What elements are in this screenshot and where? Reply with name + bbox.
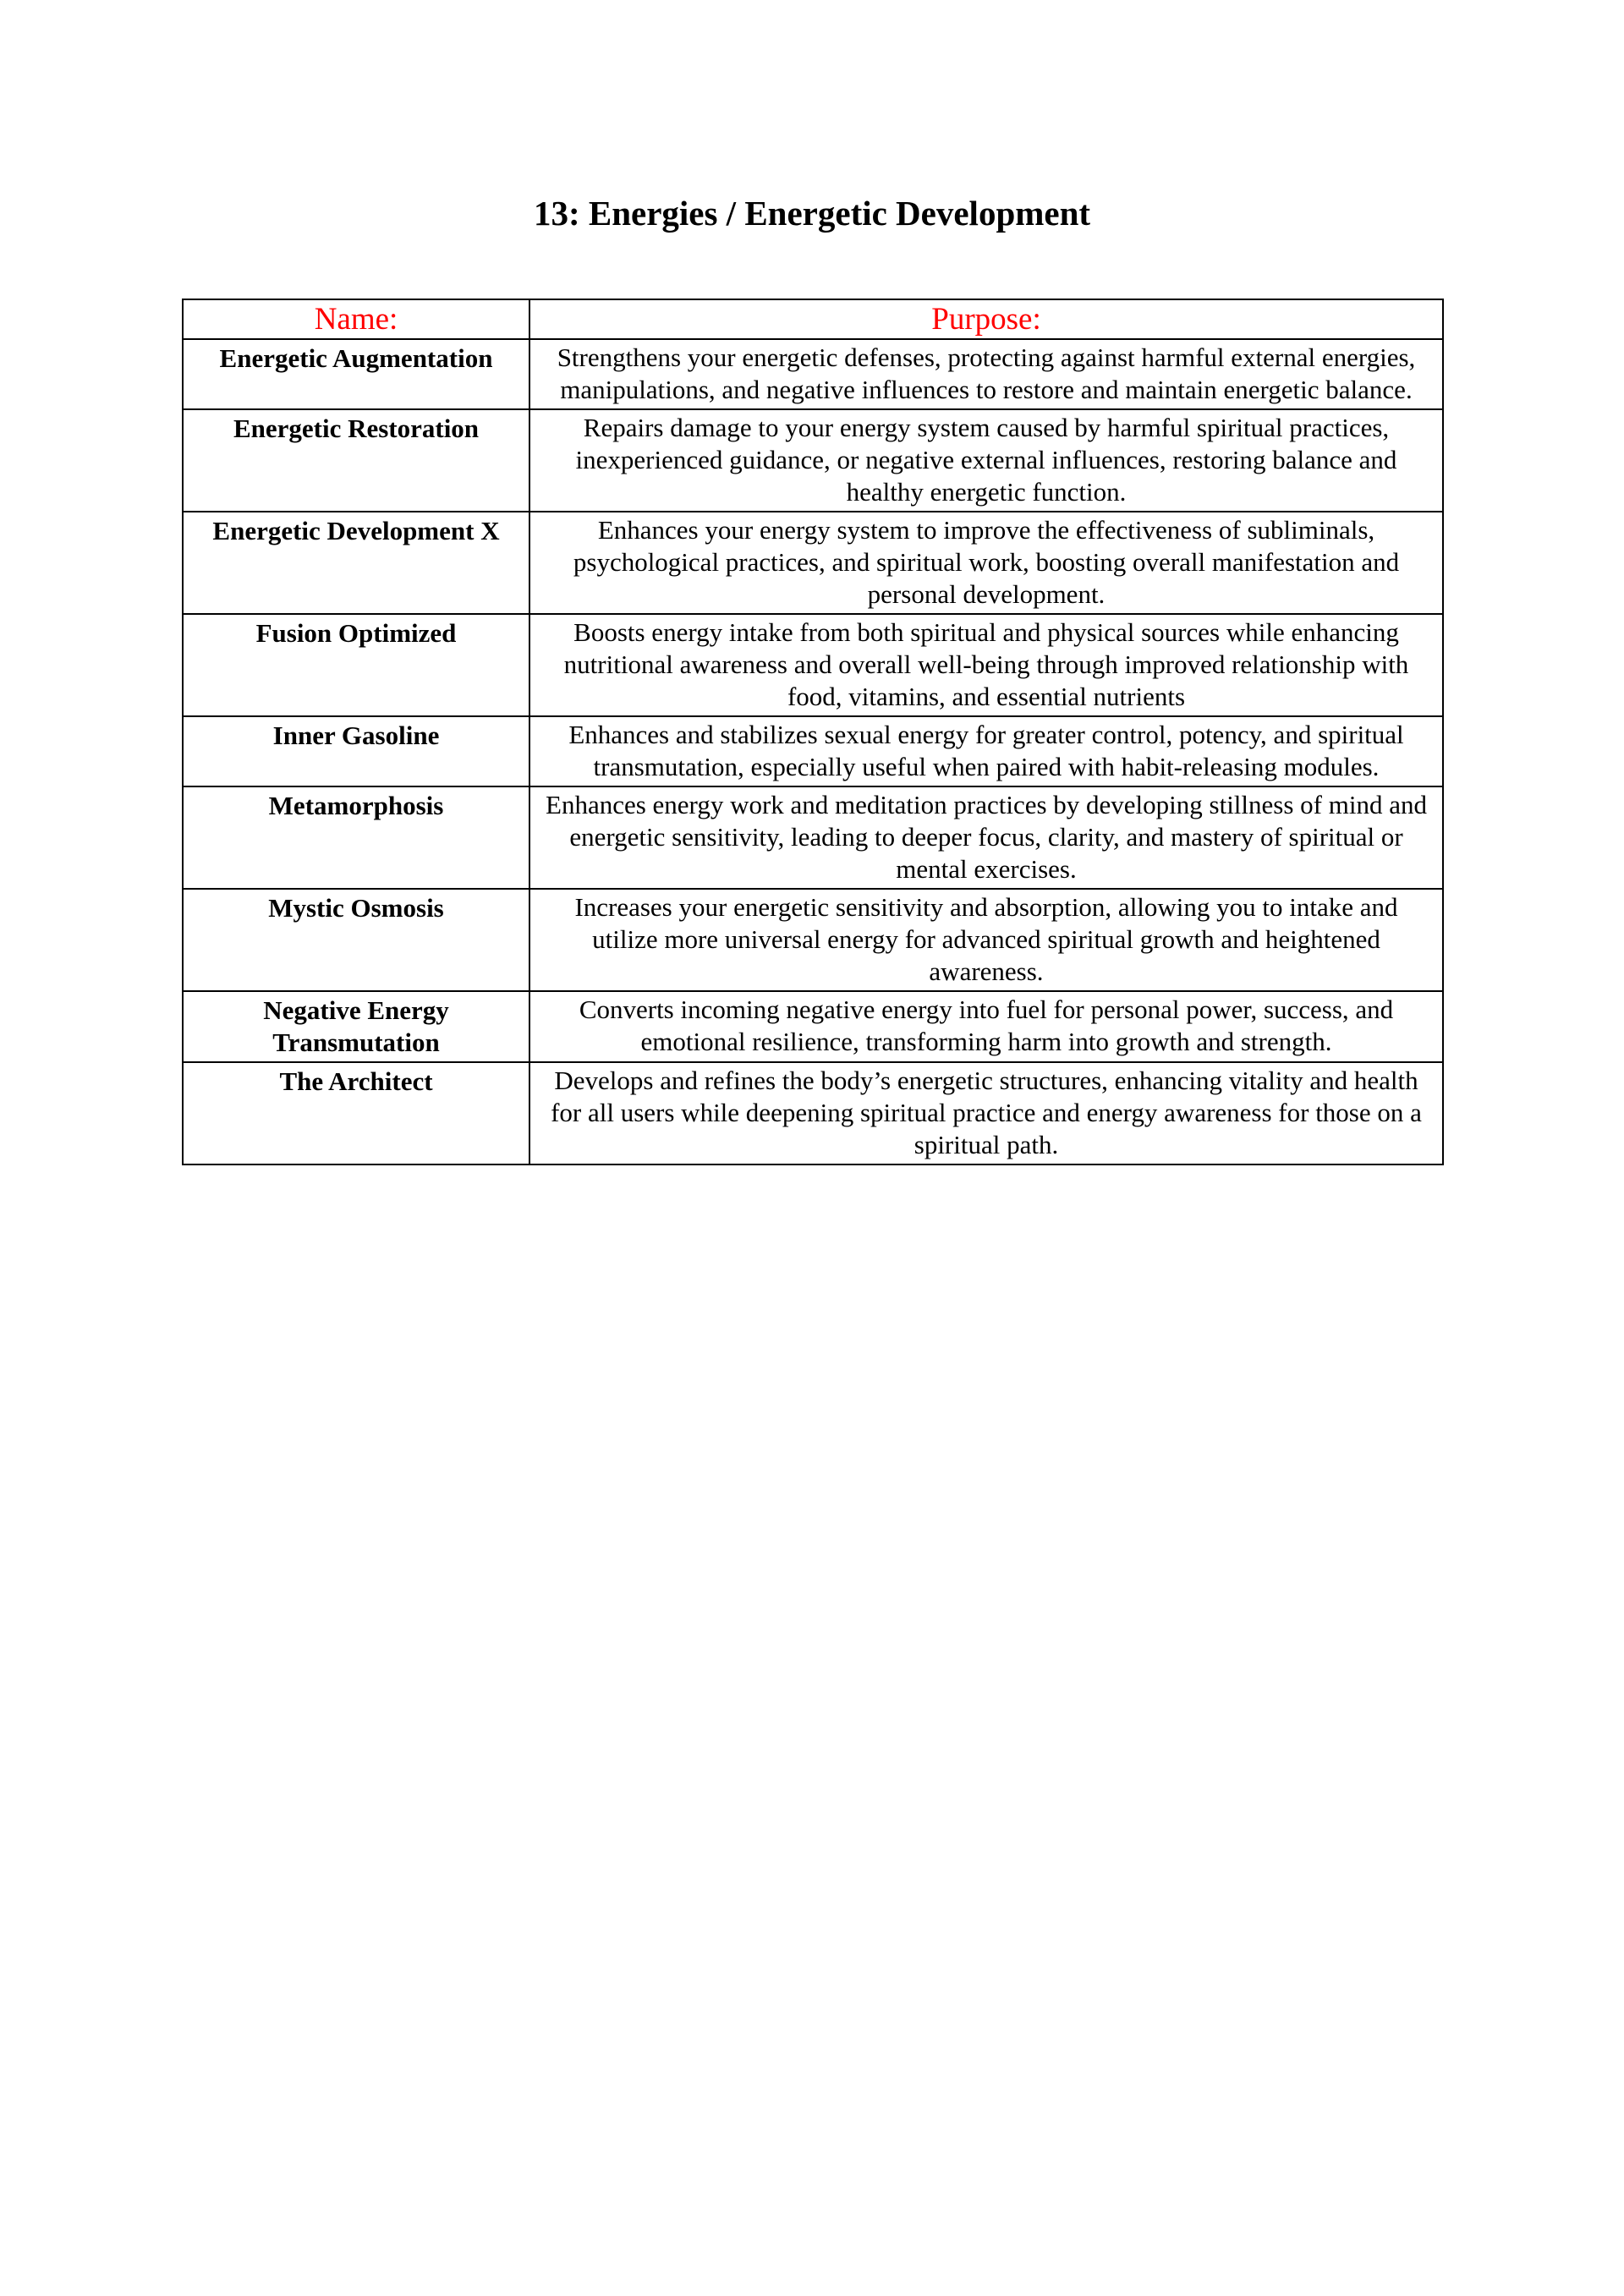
module-name: Negative Energy Transmutation [183, 991, 529, 1062]
table-row [183, 409, 1443, 512]
module-name: Energetic Restoration [183, 409, 529, 512]
column-header-purpose: Purpose: [529, 299, 1443, 339]
module-name: The Architect [183, 1062, 529, 1164]
module-name: Energetic Augmentation [183, 339, 529, 409]
module-purpose: Boosts energy intake from both spiritual and physical sources while enhancing nutritional awareness and overall well-being through improved relationship with food, vitamins, and essential nutrients [529, 614, 1443, 716]
module-purpose: Increases your energetic sensitivity and absorption, allowing you to intake and utilize more universal energy for advanced spiritual growth and heightened awareness. [529, 889, 1443, 991]
column-header-name: Name: [183, 299, 529, 339]
module-purpose: Converts incoming negative energy into fuel for personal power, success, and emotional resilience, transforming harm into growth and strength. [529, 991, 1443, 1062]
page-title: 13: Energies / Energetic Development [533, 194, 1091, 233]
module-purpose: Develops and refines the body’s energetic structures, enhancing vitality and health for all users while deepening spiritual practice and energy awareness for those on a spiritual path. [529, 1062, 1443, 1164]
table-row [183, 786, 1443, 889]
module-purpose: Enhances energy work and meditation practices by developing stillness of mind and energetic sensitivity, leading to deeper focus, clarity, and mastery of spiritual or mental exercises. [529, 786, 1443, 889]
table-row [183, 614, 1443, 716]
modules-table [182, 299, 1444, 1165]
module-purpose: Enhances your energy system to improve the effectiveness of subliminals, psychological practices, and spiritual work, boosting overall manifestation and personal development. [529, 512, 1443, 614]
table-row [183, 512, 1443, 614]
table-row [183, 339, 1443, 409]
module-name: Inner Gasoline [183, 716, 529, 786]
module-name: Energetic Development X [183, 512, 529, 614]
module-purpose: Enhances and stabilizes sexual energy for greater control, potency, and spiritual transmutation, especially useful when paired with habit-releasing modules. [529, 716, 1443, 786]
module-name: Metamorphosis [183, 786, 529, 889]
table-row [183, 889, 1443, 991]
table-row [183, 716, 1443, 786]
table-row [183, 991, 1443, 1062]
module-name: Mystic Osmosis [183, 889, 529, 991]
module-purpose: Strengthens your energetic defenses, protecting against harmful external energies, manipulations, and negative influences to restore and maintain energetic balance. [529, 339, 1443, 409]
table-row [183, 1062, 1443, 1164]
module-purpose: Repairs damage to your energy system caused by harmful spiritual practices, inexperienced guidance, or negative external influences, restoring balance and healthy energetic function. [529, 409, 1443, 512]
table-header-row [183, 299, 1443, 339]
module-name: Fusion Optimized [183, 614, 529, 716]
